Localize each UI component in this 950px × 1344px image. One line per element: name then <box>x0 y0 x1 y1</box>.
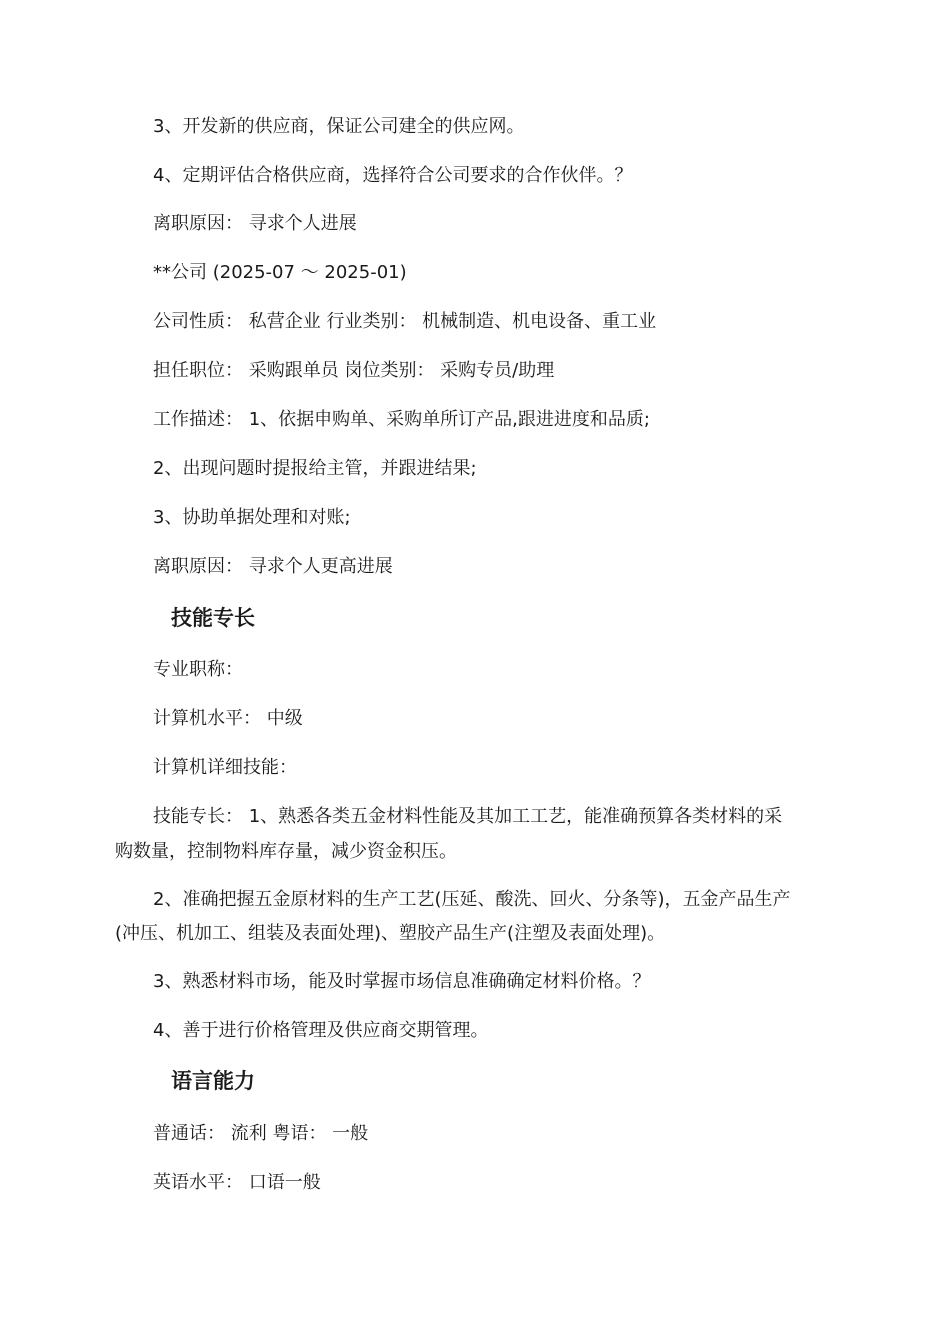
english-level: 英语水平： 口语一般 <box>153 1172 321 1193</box>
skill-item-1-line-1: 技能专长： 1、熟悉各类五金材料性能及其加工工艺，能准确预算各类材料的采 <box>153 806 783 827</box>
job-item-2: 2、出现问题时提报给主管，并跟进结果; <box>153 458 477 479</box>
company-period: **公司 (2025-07 ～ 2025-01) <box>153 262 407 283</box>
job-description: 工作描述： 1、依据申购单、采购单所订产品,跟进进度和品质; <box>153 409 650 430</box>
job-item-3: 3、协助单据处理和对账; <box>153 507 351 528</box>
skill-item-3: 3、熟悉材料市场，能及时掌握市场信息准确确定材料价格。？ <box>153 971 651 992</box>
professional-title: 专业职称： <box>153 659 243 680</box>
leave-reason: 离职原因： 寻求个人进展 <box>153 213 357 234</box>
duty-item-3: 3、开发新的供应商，保证公司建全的供应网。 <box>153 116 525 137</box>
skill-item-2-line-2: (冲压、机加工、组装及表面处理)、塑胶产品生产(注塑及表面处理)。 <box>115 923 666 944</box>
language-heading: 语言能力 <box>171 1069 255 1093</box>
computer-detail: 计算机详细技能： <box>153 757 297 778</box>
company-nature: 公司性质： 私营企业 行业类别： 机械制造、机电设备、重工业 <box>153 311 657 332</box>
position-info: 担任职位： 采购跟单员 岗位类别： 采购专员/助理 <box>153 360 555 381</box>
duty-item-4: 4、定期评估合格供应商，选择符合公司要求的合作伙伴。？ <box>153 165 633 186</box>
skill-item-1-line-2: 购数量，控制物料库存量，减少资金积压。 <box>115 841 457 862</box>
computer-level: 计算机水平： 中级 <box>153 708 303 729</box>
skill-item-2-line-1: 2、准确把握五金原材料的生产工艺(压延、酸洗、回火、分条等)，五金产品生产 <box>153 889 791 910</box>
leave-reason-2: 离职原因： 寻求个人更高进展 <box>153 556 393 577</box>
skill-item-4: 4、善于进行价格管理及供应商交期管理。 <box>153 1020 489 1041</box>
skills-heading: 技能专长 <box>171 606 255 630</box>
dialect-ability: 普通话： 流利 粤语： 一般 <box>153 1123 369 1144</box>
